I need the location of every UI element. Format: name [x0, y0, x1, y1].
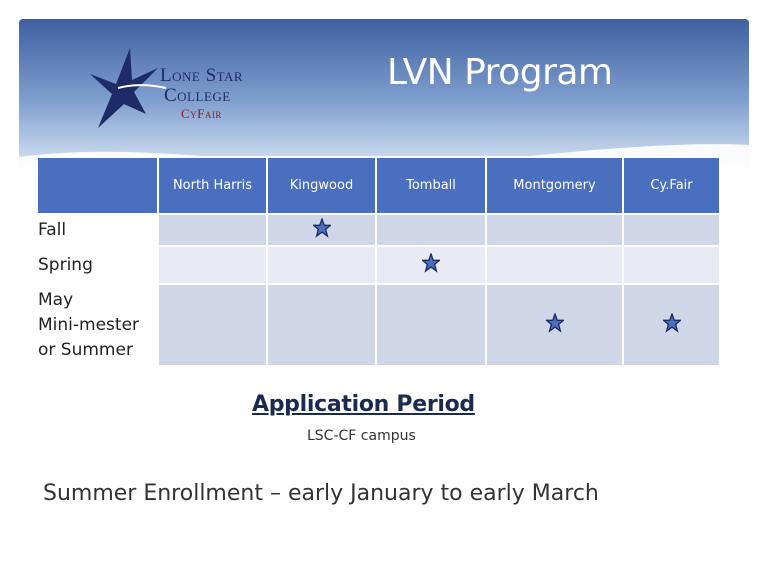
- header-tomball: Tomball: [376, 157, 486, 214]
- application-period-heading: Application Period: [252, 392, 475, 417]
- schedule-cell: [158, 246, 267, 284]
- header-north-harris: North Harris: [158, 157, 267, 214]
- campus-schedule-table: [36, 156, 721, 367]
- star-logo-icon: [88, 44, 168, 134]
- campus-note: LSC-CF campus: [307, 428, 416, 444]
- header-montgomery: Montgomery: [486, 157, 623, 214]
- table-row-fall: [37, 214, 720, 246]
- header-corner-cell: [37, 157, 158, 214]
- table-row-summer: [37, 284, 720, 366]
- table-header-row: [37, 157, 720, 214]
- table-row-spring: [37, 246, 720, 284]
- schedule-cell: [267, 214, 376, 246]
- schedule-cell: [376, 214, 486, 246]
- schedule-cell: [267, 246, 376, 284]
- slide-title: LVN Program: [387, 52, 613, 93]
- star-icon: [663, 313, 681, 333]
- schedule-cell: [376, 246, 486, 284]
- schedule-cell: [623, 246, 720, 284]
- row-label: Fall: [37, 214, 158, 246]
- header-kingwood: Kingwood: [267, 157, 376, 214]
- logo-line-3: CyFair: [181, 106, 222, 121]
- schedule-cell: [158, 284, 267, 366]
- schedule-cell: [623, 284, 720, 366]
- header-cyfair: Cy.Fair: [623, 157, 720, 214]
- schedule-cell: [267, 284, 376, 366]
- schedule-cell: [486, 246, 623, 284]
- schedule-cell: [623, 214, 720, 246]
- logo-line-1: Lone Star: [160, 65, 244, 86]
- logo-line-2: College: [164, 85, 231, 106]
- schedule-cell: [486, 214, 623, 246]
- star-icon: [422, 253, 440, 273]
- enrollment-dates: Summer Enrollment – early January to early March: [43, 481, 599, 506]
- row-label: May Mini-mester or Summer: [37, 284, 158, 366]
- schedule-cell: [486, 284, 623, 366]
- lone-star-college-logo: [88, 44, 258, 134]
- star-icon: [546, 313, 564, 333]
- schedule-cell: [376, 284, 486, 366]
- schedule-cell: [158, 214, 267, 246]
- row-label: Spring: [37, 246, 158, 284]
- star-icon: [313, 218, 331, 238]
